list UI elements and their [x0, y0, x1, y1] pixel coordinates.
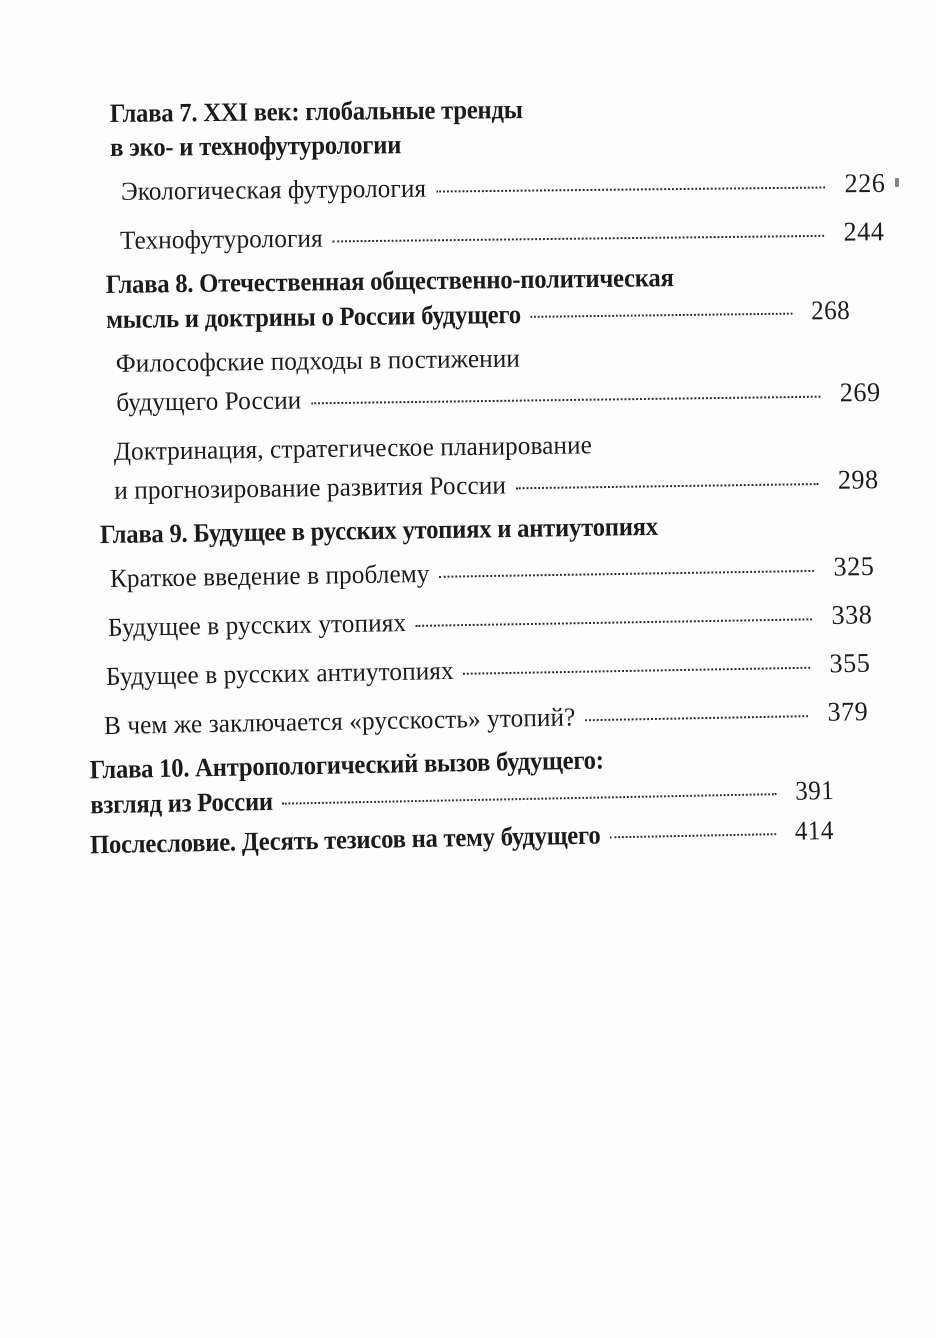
dot-leader: [585, 695, 809, 725]
toc-entry-line: [100, 506, 844, 551]
toc-chapter-entry[interactable]: [110, 88, 911, 164]
toc-page-number: 391: [794, 774, 835, 805]
toc-entry-title: Будущее в русских антиутопиях: [105, 655, 454, 691]
toc-entry-title: Глава 7. XXI век: глобальные тренды: [109, 94, 523, 128]
toc-entry-line: [108, 595, 873, 647]
toc-page-number: 355: [829, 647, 871, 678]
toc-chapter-entry[interactable]: [106, 257, 907, 335]
toc-entry-title: Философские подходы в постижении: [115, 343, 521, 378]
toc-page-number: 226: [844, 167, 886, 199]
dot-leader: [609, 813, 776, 843]
toc-entry-line: [104, 692, 869, 745]
toc-entry-line: [110, 123, 854, 164]
toc-entry-title: Глава 8. Отечественная общественно-политическая: [105, 262, 674, 300]
toc-entry-title: Экологическая футурология: [120, 173, 427, 206]
toc-entry-title: мысль и доктрины о России будущего: [106, 298, 521, 334]
toc-page-number: 414: [794, 814, 835, 846]
toc-page-number: 325: [833, 550, 875, 582]
dot-leader: [415, 598, 812, 631]
toc-sub-entry[interactable]: [96, 594, 897, 646]
toc-page-number: 379: [827, 695, 869, 727]
dot-leader: [439, 549, 814, 581]
toc-entry-title: будущего России: [116, 384, 302, 417]
toc-entry-line: [90, 812, 835, 861]
dot-leader: [463, 646, 810, 678]
table-of-contents: [89, 94, 908, 861]
dot-leader: [436, 166, 826, 196]
toc-entry-title: Будущее в русских утопиях: [107, 607, 407, 642]
toc-sub-entry[interactable]: [92, 691, 893, 745]
toc-entry-title: Глава 9. Будущее в русских утопиях и антиутопиях: [99, 510, 659, 549]
toc-entry-line: [121, 164, 886, 211]
toc-entry-title: в эко- и технофутурологии: [110, 129, 402, 162]
toc-entry-line: [110, 546, 875, 597]
toc-sub-entry[interactable]: [94, 643, 895, 696]
toc-entry-line: [120, 212, 885, 260]
toc-sub-entry[interactable]: [98, 546, 899, 598]
toc-entry-title: Доктринация, стратегическое планирование: [113, 429, 593, 466]
toc-chapter-entry[interactable]: [89, 736, 890, 820]
dot-leader: [311, 375, 821, 408]
toc-entry-title: Послесловие. Десять тезисов на тему будущего: [89, 819, 601, 859]
toc-chapter-entry[interactable]: [100, 505, 900, 551]
toc-page-number: 268: [810, 294, 851, 325]
toc-sub-entry[interactable]: [103, 333, 904, 421]
dot-leader: [515, 463, 818, 493]
toc-entry-title: и прогнозирование развития России: [114, 469, 507, 505]
toc-entry-title: В чем же заключается «русскость» утопий?: [103, 701, 576, 740]
toc-entry-line: [106, 643, 871, 695]
scan-speck-artifact: [895, 178, 899, 187]
toc-page-number: 338: [831, 598, 873, 630]
toc-page-number: 244: [843, 216, 885, 247]
toc-page-number: 298: [837, 463, 879, 495]
dot-leader: [530, 293, 793, 323]
toc-entry-title: взгляд из России: [90, 784, 274, 819]
toc-sub-entry[interactable]: [109, 164, 909, 211]
toc-entry-title: Глава 10. Антропологический вызов будущего:: [89, 743, 604, 784]
toc-entry-title: Технофутурология: [119, 223, 323, 255]
toc-sub-entry[interactable]: [101, 420, 902, 509]
toc-page-number: 269: [839, 376, 881, 407]
toc-sub-entry[interactable]: [108, 212, 908, 260]
dot-leader: [332, 215, 824, 247]
toc-entry-title: Краткое введение в проблему: [109, 558, 430, 593]
